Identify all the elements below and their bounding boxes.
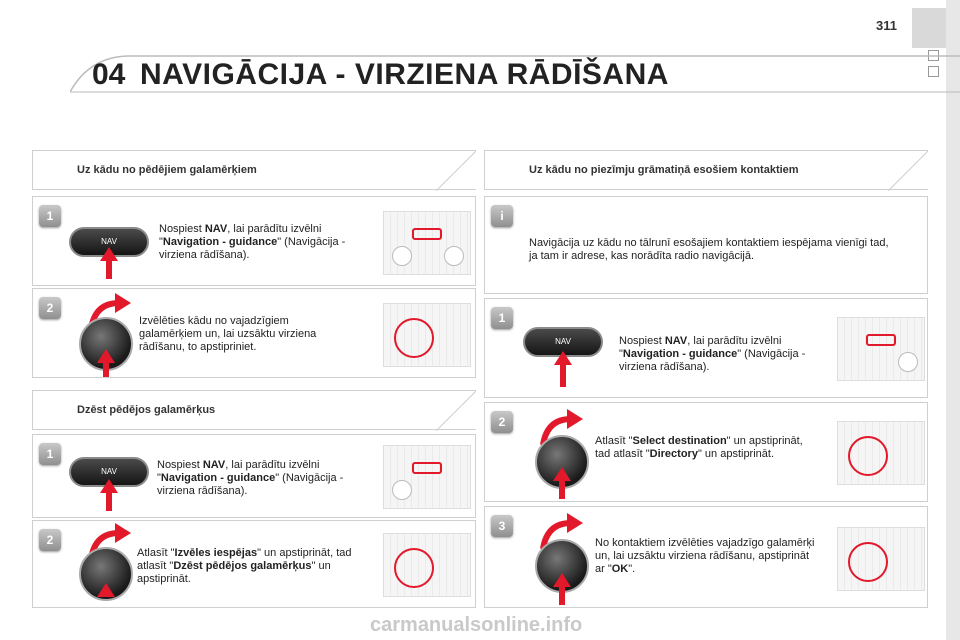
step-box-right-1 xyxy=(484,298,928,398)
step-box-left-2-1 xyxy=(32,434,476,518)
heading-delete-destinations: Dzēst pēdējos galamērķus xyxy=(77,404,216,416)
radio-panel-image xyxy=(837,421,925,485)
step-instruction: Atlasīt "Izvēles iespējas" un apstiprināt, tad atlasīt "Dzēst pēdējos galamērķus" un apstiprināt. xyxy=(137,547,352,585)
step-box-left-2-2 xyxy=(32,520,476,608)
step-instruction: Atlasīt "Select destination" un apstiprināt, tad atlasīt "Directory" un apstiprināt. xyxy=(595,435,803,460)
step-instruction: Nospiest NAV, lai parādītu izvēlni "Navigation - guidance" (Navigācija - virziena rādīšana). xyxy=(159,223,346,261)
page-corner-tab xyxy=(912,8,946,48)
nav-button: NAV xyxy=(69,457,149,487)
radio-panel-image xyxy=(383,533,471,597)
radio-panel-image xyxy=(837,317,925,381)
step-instruction: Izvēlēties kādu no vajadzīgiem galamērķiem un, lai uzsāktu virziena rādīšanu, to apstipriniet. xyxy=(139,315,317,353)
watermark: carmanualsonline.info xyxy=(370,614,583,636)
info-text: Navigācija uz kādu no tālrunī esošajiem kontaktiem iespējama vienīgi tad, ja tam ir adrese, kas norādīta radio navigācijā. xyxy=(529,237,889,262)
chapter-title: NAVIGĀCIJA - VIRZIENA RĀDĪŠANA xyxy=(140,58,669,91)
step-box-right-3 xyxy=(484,506,928,608)
step-instruction: No kontaktiem izvēlēties vajadzīgo galamērķi un, lai uzsāktu virziena rādīšanu, apstiprināt ar "OK". xyxy=(595,537,815,575)
chapter-header xyxy=(40,48,940,108)
step-badge: 1 xyxy=(491,307,513,329)
step-box-left-1-1 xyxy=(32,196,476,286)
right-edge-strip xyxy=(946,0,960,640)
step-badge: 2 xyxy=(39,529,61,551)
step-box-left-1-2 xyxy=(32,288,476,378)
section-heading-contacts xyxy=(484,150,928,190)
nav-button: NAV xyxy=(69,227,149,257)
step-badge: 2 xyxy=(39,297,61,319)
radio-panel-image xyxy=(383,445,471,509)
heading-recent-destinations: Uz kādu no pēdējiem galamērķiem xyxy=(77,164,257,176)
step-instruction: Nospiest NAV, lai parādītu izvēlni "Navigation - guidance" (Navigācija - virziena rādīšana). xyxy=(157,459,344,497)
step-badge: 3 xyxy=(491,515,513,537)
press-arrow-icon xyxy=(553,573,571,587)
radio-panel-image xyxy=(383,303,471,367)
heading-contacts: Uz kādu no piezīmju grāmatiņā esošiem kontaktiem xyxy=(529,164,799,176)
section-heading-delete xyxy=(32,390,476,430)
press-arrow-icon xyxy=(554,351,572,365)
press-arrow-icon xyxy=(97,349,115,363)
section-heading-recent xyxy=(32,150,476,190)
press-arrow-icon xyxy=(100,479,118,493)
step-box-right-2 xyxy=(484,402,928,502)
step-badge: 1 xyxy=(39,205,61,227)
page-number: 311 xyxy=(876,18,897,33)
chapter-number: 04 xyxy=(92,58,126,91)
radio-panel-image xyxy=(837,527,925,591)
radio-panel-image xyxy=(383,211,471,275)
press-arrow-icon xyxy=(97,583,115,597)
nav-button: NAV xyxy=(523,327,603,357)
step-instruction: Nospiest NAV, lai parādītu izvēlni "Navigation - guidance" (Navigācija - virziena rādīšana). xyxy=(619,335,806,373)
step-badge: 2 xyxy=(491,411,513,433)
press-arrow-icon xyxy=(100,247,118,261)
info-box xyxy=(484,196,928,294)
info-icon: i xyxy=(491,205,513,227)
step-badge: 1 xyxy=(39,443,61,465)
press-arrow-icon xyxy=(553,467,571,481)
